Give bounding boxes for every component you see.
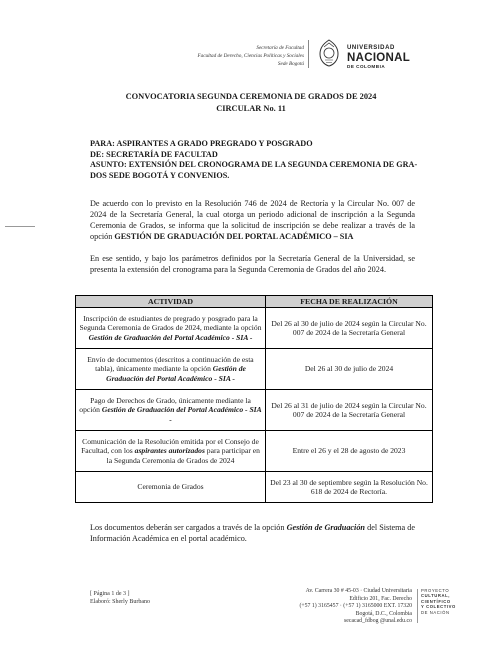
margin-mark: [5, 226, 35, 227]
address-line-3: (+57 1) 3165457 · (+57 1) 3165000 EXT. 17320: [299, 603, 412, 610]
address-asunto-1: ASUNTO: EXTENSIÓN DEL CRONOGRAMA DE LA SEGUNDA CEREMONIA DE GRA-: [90, 160, 418, 169]
paragraph-1: [90, 198, 415, 242]
page-number: [ Página 1 de 3 ]: [90, 591, 130, 597]
activity-cell: Ceremonia de Grados: [76, 472, 266, 503]
logo-line-2: NACIONAL: [347, 52, 411, 64]
date-cell: Del 23 al 30 de septiembre según la Resolución No. 618 de 2024 de Rectoría.: [266, 472, 433, 503]
header-activity: ACTIVIDAD: [76, 296, 266, 308]
header-date: FECHA DE REALIZACIÓN: [266, 296, 433, 308]
office-line-3: Sede Bogotá: [277, 61, 304, 67]
table-header-row: [76, 296, 433, 308]
activity-cell: [76, 390, 266, 431]
address-line-4: Bogotá, D.C., Colombia: [355, 610, 412, 617]
p3-text: Los documentos deberán ser cargados a través de la opción: [90, 523, 287, 532]
activity-text: Inscripción de estudiantes de pregrado y posgrado para la Segunda Ceremonia de Grados de 2024, mediante la opción: [79, 314, 262, 333]
brand-line-5: DE NACIÓN: [421, 609, 450, 615]
office-line-1: Secretaría de Facultad: [256, 45, 304, 51]
footer-divider: [417, 589, 418, 623]
activity-text: Envío de documentos (descritos a continuación de esta tabla), únicamente mediante la opción: [87, 355, 254, 374]
header-divider: [308, 40, 309, 68]
table-row: [76, 349, 433, 390]
footer-address: [299, 588, 412, 626]
address-line-2: Edificio 201, Fac. Derecho: [349, 595, 412, 602]
activity-cell: [76, 349, 266, 390]
p1-bold: GESTIÓN DE GRADUACIÓN DEL PORTAL ACADÉMICO – SIA: [114, 232, 354, 241]
brand-line-4: Y COLECTIVO: [421, 604, 456, 610]
table-row: [76, 390, 433, 431]
footer-left: [90, 590, 150, 606]
faculty-office-header: [197, 44, 304, 68]
circular-number: CIRCULAR No. 11: [216, 104, 286, 113]
footer-brand: [421, 588, 456, 615]
activity-bold: Gestión de Graduación del Portal Académico - SIA -: [88, 332, 253, 342]
p3-end: del Sistema de Información Académica en el portal académico.: [90, 523, 416, 543]
address-para: PARA: ASPIRANTES A GRADO PREGRADO Y POSGRADO: [90, 139, 313, 148]
activity-cell: [76, 308, 266, 349]
university-seal-icon: [316, 38, 342, 68]
paragraph-2: En ese sentido, y bajo los parámetros definidos por la Secretaría General de la Universidad, se presenta la extensión del cronograma para la Segunda Ceremonia de Grados del año 2024.: [90, 254, 415, 274]
address-de: DE: SECRETARÍA DE FACULTAD: [90, 149, 218, 159]
p3-bold: Gestión de Graduación: [286, 523, 365, 532]
date-cell: Entre el 26 y el 28 de agosto de 2023: [266, 431, 433, 472]
address-asunto-2: DOS SEDE BOGOTÁ Y CONVENIOS.: [90, 170, 230, 180]
office-line-2: Facultad de Derecho, Ciencias Políticas y Sociales: [197, 53, 304, 59]
activity-text: Comunicación de la Resolución emitida por el Consejo de Facultad, con los: [81, 437, 259, 456]
activity-bold: Gestión de Graduación del Portal Académico - SIA -: [101, 405, 262, 424]
date-cell: Del 26 al 30 de julio de 2024: [266, 349, 433, 390]
p1-text: De acuerdo con lo previsto en la Resolución 746 de 2024 de Rectoría y la Circular No. 007 de 2024 de la Secretaría General, la cual otorga un periodo adicional de inscripción a la Segunda Ceremonia de Grados, se informa que la solicitud de inscripción se debe realizar a través de la opción: [90, 199, 415, 241]
logo-line-1: UNIVERSIDAD: [347, 45, 395, 51]
address-block: [90, 139, 420, 181]
table-row: [76, 472, 433, 503]
author: Elaboró: Sherly Burbano: [90, 599, 150, 605]
address-line-5: secacad_fdbog @unal.edu.co: [344, 618, 412, 625]
brand-line-1: PROYECTO: [421, 588, 450, 593]
date-cell: Del 26 al 30 de julio de 2024 según la Circular No. 007 de 2024 de la Secretaría General: [266, 308, 433, 349]
logo-line-3: DE COLOMBIA: [347, 64, 386, 69]
activity-bold: Gestión de Graduación del Portal Académico - SIA -: [106, 364, 246, 383]
brand-line-2: CULTURAL,: [421, 593, 451, 599]
address-line-1: Av. Carrera 30 # 45-03 · Ciudad Universitaria: [305, 588, 412, 594]
table-row: [76, 308, 433, 349]
document-title: CONVOCATORIA SEGUNDA CEREMONIA DE GRADOS DE 2024: [125, 92, 377, 101]
activity-text: Pago de Derechos de Grado, únicamente mediante la opción: [79, 396, 251, 415]
university-logo: [347, 44, 410, 70]
activity-text-end: para participar en la Segunda Ceremonia de Grados de 2024: [106, 446, 260, 465]
date-cell: Del 26 al 31 de julio de 2024 según la Circular No. 007 de 2024 de la Secretaría General: [266, 390, 433, 431]
activity-bold: aspirantes autorizados: [134, 446, 205, 456]
activity-cell: [76, 431, 266, 472]
paragraph-3: [90, 522, 415, 544]
table-row: [76, 431, 433, 472]
brand-line-3: CIENTÍFICO: [421, 598, 451, 604]
schedule-table: [75, 295, 433, 503]
